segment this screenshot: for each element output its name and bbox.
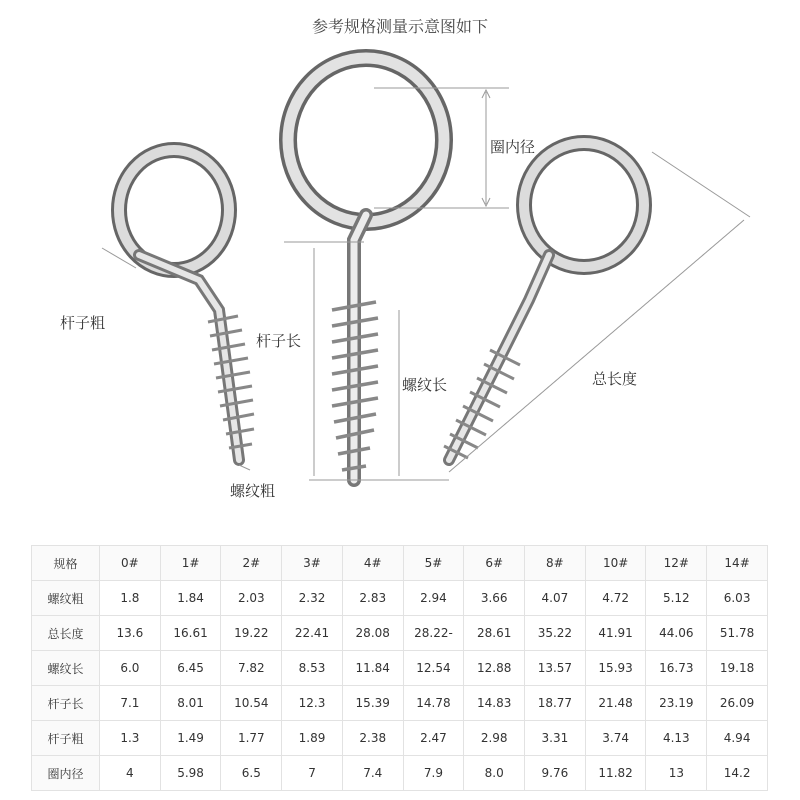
table-cell: 1.84 bbox=[160, 581, 221, 616]
table-cell: 11.82 bbox=[585, 756, 646, 791]
label-inner-diameter: 圈内径 bbox=[490, 138, 536, 156]
table-cell: 8.53 bbox=[282, 651, 343, 686]
table-cell: 2.47 bbox=[403, 721, 464, 756]
table-cell: 7.82 bbox=[221, 651, 282, 686]
column-header: 5# bbox=[403, 546, 464, 581]
middle-screw-eye-image bbox=[288, 58, 444, 480]
table-cell: 11.84 bbox=[342, 651, 403, 686]
table-cell: 6.0 bbox=[100, 651, 161, 686]
spec-table bbox=[31, 545, 768, 791]
table-cell: 35.22 bbox=[525, 616, 586, 651]
table-row bbox=[32, 721, 768, 756]
table-header-row bbox=[32, 546, 768, 581]
row-label: 螺纹粗 bbox=[32, 581, 100, 616]
table-cell: 21.48 bbox=[585, 686, 646, 721]
page-title: 参考规格测量示意图如下 bbox=[311, 17, 488, 36]
column-header: 2# bbox=[221, 546, 282, 581]
table-cell: 1.8 bbox=[100, 581, 161, 616]
table-cell: 14.2 bbox=[707, 756, 768, 791]
table-cell: 7.4 bbox=[342, 756, 403, 791]
column-header: 10# bbox=[585, 546, 646, 581]
table-cell: 19.22 bbox=[221, 616, 282, 651]
table-cell: 4.07 bbox=[525, 581, 586, 616]
table-cell: 41.91 bbox=[585, 616, 646, 651]
column-header: 4# bbox=[342, 546, 403, 581]
table-cell: 2.83 bbox=[342, 581, 403, 616]
table-cell: 12.88 bbox=[464, 651, 525, 686]
table-row bbox=[32, 686, 768, 721]
row-label: 杆子长 bbox=[32, 686, 100, 721]
table-cell: 16.73 bbox=[646, 651, 707, 686]
table-cell: 6.5 bbox=[221, 756, 282, 791]
table-cell: 13.6 bbox=[100, 616, 161, 651]
table-row bbox=[32, 581, 768, 616]
table-cell: 12.54 bbox=[403, 651, 464, 686]
table-cell: 7.1 bbox=[100, 686, 161, 721]
table-cell: 5.98 bbox=[160, 756, 221, 791]
right-screw-eye-image bbox=[444, 143, 644, 460]
column-header: 3# bbox=[282, 546, 343, 581]
spec-table-container bbox=[31, 545, 768, 791]
label-thread-thickness: 螺纹粗 bbox=[230, 482, 276, 500]
table-row bbox=[32, 616, 768, 651]
table-cell: 3.31 bbox=[525, 721, 586, 756]
column-header: 12# bbox=[646, 546, 707, 581]
label-total-length: 总长度 bbox=[592, 370, 638, 388]
table-cell: 51.78 bbox=[707, 616, 768, 651]
table-corner-header: 规格 bbox=[32, 546, 100, 581]
screw-eye-diagram bbox=[24, 40, 776, 510]
table-cell: 4 bbox=[100, 756, 161, 791]
table-cell: 23.19 bbox=[646, 686, 707, 721]
table-cell: 28.22- bbox=[403, 616, 464, 651]
table-cell: 13 bbox=[646, 756, 707, 791]
table-cell: 8.0 bbox=[464, 756, 525, 791]
table-cell: 18.77 bbox=[525, 686, 586, 721]
table-cell: 4.72 bbox=[585, 581, 646, 616]
table-cell: 4.94 bbox=[707, 721, 768, 756]
table-cell: 7 bbox=[282, 756, 343, 791]
table-cell: 2.32 bbox=[282, 581, 343, 616]
left-screw-eye-image bbox=[119, 150, 254, 460]
table-cell: 22.41 bbox=[282, 616, 343, 651]
table-cell: 1.49 bbox=[160, 721, 221, 756]
table-cell: 19.18 bbox=[707, 651, 768, 686]
row-label: 螺纹长 bbox=[32, 651, 100, 686]
table-cell: 3.74 bbox=[585, 721, 646, 756]
table-cell: 6.03 bbox=[707, 581, 768, 616]
table-cell: 2.38 bbox=[342, 721, 403, 756]
table-cell: 4.13 bbox=[646, 721, 707, 756]
table-cell: 14.78 bbox=[403, 686, 464, 721]
label-thread-length: 螺纹长 bbox=[402, 376, 448, 394]
table-cell: 1.89 bbox=[282, 721, 343, 756]
table-cell: 26.09 bbox=[707, 686, 768, 721]
table-cell: 2.94 bbox=[403, 581, 464, 616]
table-cell: 28.08 bbox=[342, 616, 403, 651]
column-header: 8# bbox=[525, 546, 586, 581]
table-cell: 2.03 bbox=[221, 581, 282, 616]
table-cell: 1.77 bbox=[221, 721, 282, 756]
column-header: 6# bbox=[464, 546, 525, 581]
table-row bbox=[32, 756, 768, 791]
table-cell: 15.39 bbox=[342, 686, 403, 721]
row-label: 圈内径 bbox=[32, 756, 100, 791]
label-rod-thickness: 杆子粗 bbox=[60, 314, 106, 332]
table-cell: 16.61 bbox=[160, 616, 221, 651]
table-cell: 6.45 bbox=[160, 651, 221, 686]
table-row bbox=[32, 651, 768, 686]
table-cell: 3.66 bbox=[464, 581, 525, 616]
table-cell: 10.54 bbox=[221, 686, 282, 721]
table-cell: 14.83 bbox=[464, 686, 525, 721]
row-label: 杆子粗 bbox=[32, 721, 100, 756]
column-header: 1# bbox=[160, 546, 221, 581]
table-cell: 1.3 bbox=[100, 721, 161, 756]
table-cell: 28.61 bbox=[464, 616, 525, 651]
table-cell: 2.98 bbox=[464, 721, 525, 756]
column-header: 14# bbox=[707, 546, 768, 581]
column-header: 0# bbox=[100, 546, 161, 581]
table-cell: 9.76 bbox=[525, 756, 586, 791]
table-cell: 13.57 bbox=[525, 651, 586, 686]
table-cell: 8.01 bbox=[160, 686, 221, 721]
table-cell: 5.12 bbox=[646, 581, 707, 616]
table-cell: 12.3 bbox=[282, 686, 343, 721]
row-label: 总长度 bbox=[32, 616, 100, 651]
label-rod-length: 杆子长 bbox=[256, 332, 302, 350]
table-cell: 15.93 bbox=[585, 651, 646, 686]
table-cell: 7.9 bbox=[403, 756, 464, 791]
table-cell: 44.06 bbox=[646, 616, 707, 651]
